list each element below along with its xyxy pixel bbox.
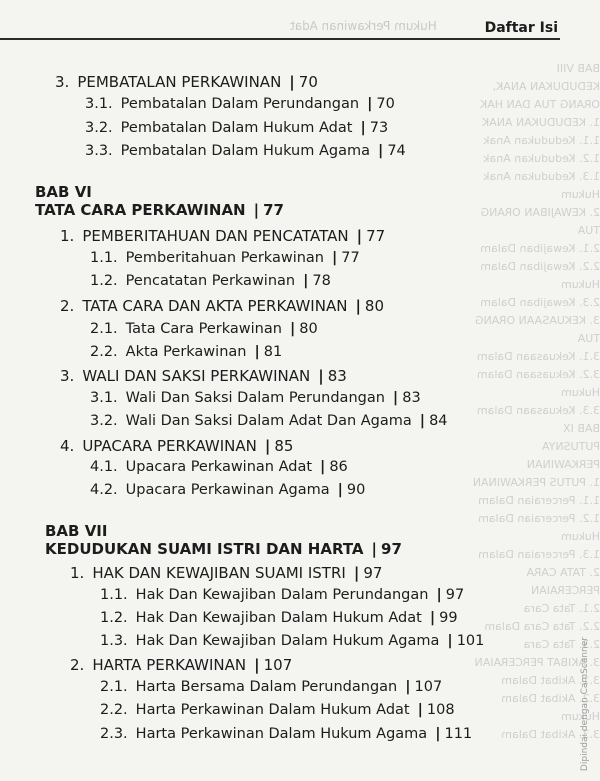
page-number: 73 (369, 120, 389, 136)
toc-number: 1.2. (100, 610, 128, 626)
toc-subsection (85, 143, 406, 159)
toc-number: 2.2. (100, 702, 128, 718)
separator-bar: | (332, 250, 338, 266)
separator-bar: | (254, 344, 260, 360)
page-number: 84 (429, 413, 448, 429)
toc-number: 2. (60, 297, 75, 315)
toc-number: 2.1. (90, 321, 118, 337)
toc-title: BAB VI (35, 183, 92, 201)
page-number: 70 (376, 96, 395, 112)
separator-bar: | (356, 227, 363, 245)
page-number: 101 (456, 633, 485, 649)
page-number: 78 (312, 273, 331, 289)
toc-number: 1.1. (100, 587, 128, 603)
toc-number: 2.1. (100, 679, 128, 695)
toc-title: KEDUDUKAN SUAMI ISTRI DAN HARTA (45, 540, 364, 558)
toc-title: Wali Dan Saksi Dalam Adat Dan Agama (125, 413, 412, 429)
toc-number: 3. (55, 73, 70, 91)
separator-bar: | (392, 390, 399, 406)
toc-section (60, 437, 293, 455)
toc-number: 3.1. (85, 96, 113, 112)
bleed-through-line: 2.3. Tata Cara (523, 638, 600, 651)
toc-number: 2.3. (100, 726, 128, 742)
toc-title: Harta Bersama Dalam Perundangan (135, 679, 398, 695)
bleed-through-line: 2.2. Kewajiban Dalam Hukum (480, 260, 600, 291)
chapter-heading (45, 522, 107, 540)
toc-title: Tata Cara Perkawinan (125, 321, 282, 337)
separator-bar: | (371, 540, 378, 558)
bleed-through-line: KEDUDUKAN ANAK, ORANG TUA DAN HAK (480, 80, 600, 111)
toc-title: BAB VII (45, 522, 108, 540)
toc-title: UPACARA PERKAWINAN (82, 437, 257, 455)
bleed-through-line: 1.1. Perceraian Dalam (478, 494, 600, 507)
separator-bar: | (436, 587, 442, 603)
bleed-through-line: 3. KEKUASAAN ORANG TUA (474, 314, 600, 345)
toc-number: 1.2. (90, 273, 118, 289)
page-number: 83 (327, 367, 347, 385)
page-number: 85 (274, 437, 294, 455)
bleed-through-line: 3.3. Akibat Dalam (501, 728, 600, 741)
separator-bar: | (253, 201, 260, 219)
separator-bar: | (353, 564, 360, 582)
page-number: 80 (299, 321, 318, 337)
page-number: 97 (381, 540, 402, 558)
bleed-through-line: 1.1. Kedudukan Anak (483, 134, 600, 147)
bleed-through-line: 3.2. Kekuasaan Dalam Hukum (476, 368, 600, 399)
page-number: 111 (444, 726, 473, 742)
toc-subsection (90, 273, 331, 289)
toc-title: PEMBERITAHUAN DAN PENCATATAN (82, 227, 349, 245)
bleed-through-line: 3. AKIBAT PERCERAIAN (474, 656, 600, 669)
toc-number: 3.2. (85, 120, 113, 136)
toc-subsection (90, 250, 360, 266)
toc-title: TATA CARA DAN AKTA PERKAWINAN (82, 297, 348, 315)
toc-number: 1.3. (100, 633, 128, 649)
toc-title: Pemberitahuan Perkawinan (125, 250, 324, 266)
separator-bar: | (320, 459, 326, 475)
toc-title: WALI DAN SAKSI PERKAWINAN (82, 367, 311, 385)
toc-title: TATA CARA PERKAWINAN (35, 201, 246, 219)
separator-bar: | (337, 482, 343, 498)
bleed-through-line: BAB IX (563, 422, 600, 435)
bleed-through-line: 3.2. Akibat Dalam Hukum (501, 692, 600, 723)
toc-subsection (100, 587, 464, 603)
page-number: 83 (402, 390, 421, 406)
toc-section (60, 227, 385, 245)
page-number: 97 (445, 587, 465, 603)
toc-subsection (90, 321, 318, 337)
toc-title: Pembatalan Dalam Hukum Agama (120, 143, 371, 159)
bleed-through-line: 1. PUTUS PERKAWINAN (472, 476, 600, 489)
separator-bar: | (264, 437, 271, 455)
separator-bar: | (303, 273, 309, 289)
toc-subsection (100, 610, 458, 626)
page-number: 74 (387, 143, 406, 159)
separator-bar: | (367, 96, 373, 112)
toc-title: Akta Perkawinan (125, 344, 247, 360)
page-number: 81 (263, 344, 283, 360)
scanner-watermark: Dipindai dengan CamScanner (580, 636, 590, 771)
toc-title: Upacara Perkawinan Adat (125, 459, 313, 475)
bleed-through-text (470, 60, 600, 741)
bleed-through-line: 1.3. Kedudukan Anak Hukum (483, 170, 600, 201)
page-header-title: Daftar Isi (484, 20, 558, 36)
page-number: 77 (263, 201, 284, 219)
bleed-through-line: 1.2. Perceraian Dalam Hukum (478, 512, 600, 543)
toc-number: 3.3. (85, 143, 113, 159)
bleed-through-title: Hukum Perkawinan Adat (290, 19, 437, 33)
page-number: 97 (363, 564, 383, 582)
toc-subsection (90, 482, 365, 498)
page-number: 107 (414, 679, 443, 695)
separator-bar: | (289, 73, 295, 91)
page-number: 86 (329, 459, 348, 475)
toc-number: 4.2. (90, 482, 118, 498)
bleed-through-line: 1.2. Kedudukan Anak (483, 152, 600, 165)
separator-bar: | (289, 321, 296, 337)
bleed-through-line: 1. KEDUDUKAN ANAK (482, 116, 600, 129)
toc-section (70, 656, 292, 674)
toc-subsection (90, 390, 421, 406)
toc-section (60, 367, 347, 385)
toc-number: 1.1. (90, 250, 118, 266)
toc-title: Hak Dan Kewajiban Dalam Hukum Adat (135, 610, 422, 626)
toc-subsection (90, 344, 282, 360)
toc-title: HARTA PERKAWINAN (92, 656, 247, 674)
toc-title: Hak Dan Kewajiban Dalam Hukum Agama (135, 633, 440, 649)
toc-number: 4. (60, 437, 75, 455)
toc-number: 1. (60, 227, 75, 245)
toc-number: 3.2. (90, 413, 118, 429)
toc-number: 2. (70, 656, 85, 674)
bleed-through-line: 2.2. Tata Cara Dalam (484, 620, 600, 633)
toc-section (70, 564, 382, 582)
toc-title: Pembatalan Dalam Perundangan (120, 96, 360, 112)
page-number: 70 (298, 73, 318, 91)
bleed-through-line: 2. KEWAJIBAN ORANG TUA (480, 206, 600, 237)
separator-bar: | (429, 610, 436, 626)
bleed-through-line: 3.1. Kekuasaan Dalam (476, 350, 600, 363)
toc-number: 3. (60, 367, 75, 385)
page-number: 90 (346, 482, 366, 498)
separator-bar: | (254, 656, 260, 674)
bleed-through-line: 3.3. Kekuasaan Dalam (476, 404, 600, 417)
separator-bar: | (417, 702, 423, 718)
page-number: 77 (341, 250, 360, 266)
bleed-through-line: 2.3. Kewajiban Dalam (480, 296, 600, 309)
separator-bar: | (405, 679, 411, 695)
bleed-through-line: 2.1. Tata Cara (523, 602, 600, 615)
bleed-through-line: PUTUSNYA PERKAWINAN (526, 440, 600, 471)
toc-title: Pembatalan Dalam Hukum Adat (120, 120, 353, 136)
toc-section (55, 73, 318, 91)
bleed-through-line: 1.3. Perceraian Dalam (478, 548, 600, 561)
separator-bar: | (355, 297, 361, 315)
chapter-heading (35, 183, 92, 201)
bleed-through-line: 2.1. Kewajiban Dalam (480, 242, 600, 255)
page-number: 77 (366, 227, 386, 245)
toc-number: 2.2. (90, 344, 118, 360)
chapter-heading (35, 201, 284, 219)
toc-subsection (90, 459, 348, 475)
bleed-through-line: BAB VIII (556, 62, 600, 75)
separator-bar: | (318, 367, 324, 385)
toc-subsection (90, 413, 448, 429)
bleed-through-line: 2. TATA CARA PERCERAIAN (526, 566, 600, 597)
toc-title: Upacara Perkawinan Agama (125, 482, 330, 498)
separator-bar: | (435, 726, 441, 742)
bleed-through-line: 3.1. Akibat Dalam (501, 674, 600, 687)
chapter-heading (45, 540, 402, 558)
toc-title: PEMBATALAN PERKAWINAN (77, 73, 282, 91)
toc-number: 3.1. (90, 390, 118, 406)
header-rule (0, 38, 560, 40)
toc-subsection (85, 120, 388, 136)
toc-section (60, 297, 384, 315)
toc-title: Hak Dan Kewajiban Dalam Perundangan (135, 587, 429, 603)
toc-title: Harta Perkawinan Dalam Hukum Agama (135, 726, 428, 742)
separator-bar: | (419, 413, 426, 429)
page-number: 80 (364, 297, 385, 315)
toc-title: Pencatatan Perkawinan (125, 273, 296, 289)
toc-subsection (100, 679, 442, 695)
page-number: 108 (426, 702, 455, 718)
toc-number: 1. (70, 564, 85, 582)
toc-subsection (85, 96, 395, 112)
separator-bar: | (447, 633, 453, 649)
toc-subsection (100, 633, 484, 649)
separator-bar: | (360, 120, 366, 136)
page-number: 99 (439, 610, 458, 626)
toc-subsection (100, 726, 472, 742)
toc-title: Wali Dan Saksi Dalam Perundangan (125, 390, 385, 406)
toc-title: Harta Perkawinan Dalam Hukum Adat (135, 702, 410, 718)
toc-subsection (100, 702, 455, 718)
page-number: 107 (263, 656, 293, 674)
toc-title: HAK DAN KEWAJIBAN SUAMI ISTRI (92, 564, 346, 582)
separator-bar: | (378, 143, 384, 159)
toc-number: 4.1. (90, 459, 118, 475)
